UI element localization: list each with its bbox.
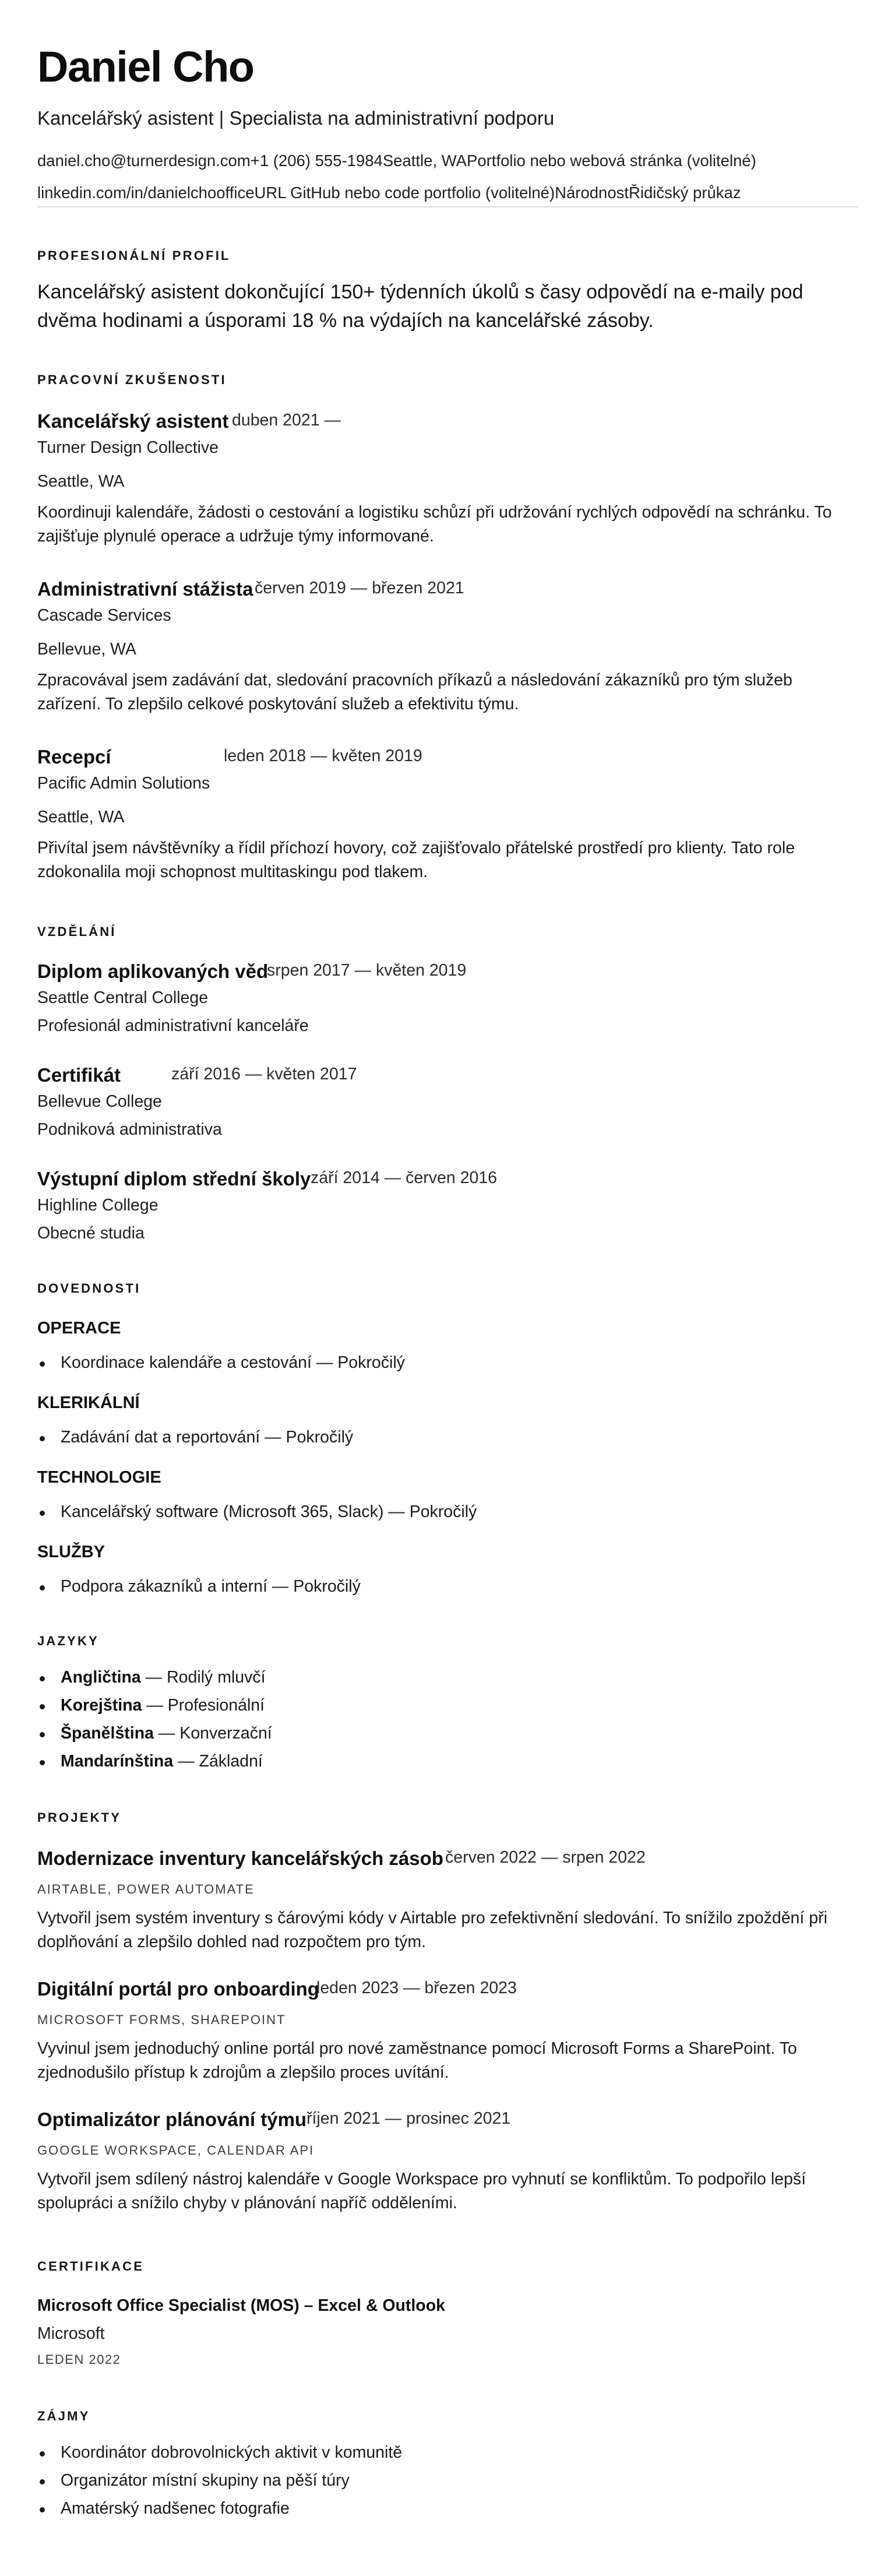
- project-tech: MICROSOFT FORMS, SHAREPOINT: [37, 2012, 286, 2027]
- project-description: Vytvořil jsem systém inventury s čárovými kódy v Airtable pro zefektivnění sledování. To snížilo zpoždění při doplňování a zlepšilo dohled nad rozpočtem pro tým.: [37, 1909, 827, 1951]
- language-name: Angličtina: [61, 1668, 141, 1687]
- language-item: [61, 1695, 265, 1715]
- experience-location: Bellevue, WA: [37, 640, 137, 659]
- skill-group-title: TECHNOLOGIE: [37, 1468, 161, 1487]
- project-name: Digitální portál pro onboarding: [37, 1978, 319, 2000]
- section-title-experience: PRACOVNÍ ZKUŠENOSTI: [37, 372, 227, 387]
- contact-email[interactable]: daniel.cho@turnerdesign.com: [37, 152, 251, 170]
- experience-location: Seattle, WA: [37, 808, 125, 826]
- contact-phone[interactable]: +1 (206) 555-1984: [250, 152, 383, 170]
- language-level: — Konverzační: [153, 1724, 272, 1743]
- experience-company: Turner Design Collective: [37, 438, 219, 457]
- language-item: [61, 1751, 263, 1771]
- education-field: Podniková administrativa: [37, 1120, 222, 1139]
- education-dates: srpen 2017 — květen 2019: [267, 961, 467, 980]
- experience-description: Zpracovával jsem zadávání dat, sledování pracovních příkazů a následování zákazníků pro tým služeb zařízení. To zlepšilo celkové poskytování služeb a efektivitu týmu.: [37, 671, 792, 713]
- project-dates: červen 2022 — srpen 2022: [445, 1848, 646, 1867]
- contact-driving-license: Řidičský průkaz: [629, 184, 741, 202]
- skill-group-title: KLERIKÁLNÍ: [37, 1393, 140, 1412]
- education-school: Bellevue College: [37, 1092, 162, 1111]
- interest-item: Koordinátor dobrovolnických aktivit v komunitě: [61, 2443, 403, 2462]
- language-name: Španělština: [61, 1724, 154, 1743]
- section-title-certifications: CERTIFIKACE: [37, 2259, 145, 2274]
- language-item: [61, 1667, 266, 1687]
- project-dates: říjen 2021 — prosinec 2021: [306, 2109, 511, 2128]
- education-dates: září 2016 — květen 2017: [171, 1065, 357, 1083]
- contact-row-1: [37, 151, 858, 170]
- education-degree: Výstupní diplom střední školy: [37, 1168, 311, 1190]
- section-title-projects: PROJEKTY: [37, 1810, 122, 1825]
- skill-group-title: OPERACE: [37, 1319, 121, 1338]
- experience-location: Seattle, WA: [37, 472, 125, 491]
- contact-linkedin[interactable]: linkedin.com/in/danielchoofficeURL GitHub nebo code portfolio (volitelné): [37, 184, 555, 202]
- skill-item: Zadávání dat a reportování — Pokročilý: [61, 1428, 354, 1447]
- experience-description: Koordinuji kalendáře, žádosti o cestování a logistiku schůzí při udržování rychlých odpovědí na schránku. To zajišťuje plynulé operace a udržuje týmy informované.: [37, 503, 832, 546]
- contact-location: Seattle, WA: [382, 152, 467, 170]
- interest-item: Organizátor místní skupiny na pěší túry: [61, 2471, 350, 2490]
- experience-company: Pacific Admin Solutions: [37, 774, 210, 793]
- project-dates: leden 2023 — březen 2023: [316, 1979, 517, 1997]
- contact-row-2: [37, 183, 858, 202]
- education-school: Highline College: [37, 1196, 158, 1215]
- project-tech: AIRTABLE, POWER AUTOMATE: [37, 1882, 255, 1896]
- section-title-skills: DOVEDNOSTI: [37, 1281, 141, 1296]
- skill-item: Kancelářský software (Microsoft 365, Slack) — Pokročilý: [61, 1502, 477, 1521]
- candidate-name: Daniel Cho: [37, 43, 254, 91]
- language-item: [61, 1723, 272, 1743]
- experience-description: Přivítal jsem návštěvníky a řídil příchozí hovory, což zajišťovalo přátelské prostředí pro klienty. Tato role zdokonalila moji schopnost multitaskingu pod tlakem.: [37, 839, 795, 881]
- project-name: Optimalizátor plánování týmu: [37, 2109, 307, 2130]
- language-level: — Základní: [173, 1752, 263, 1771]
- header-divider: [37, 206, 858, 207]
- section-title-education: VZDĚLÁNÍ: [37, 924, 117, 939]
- interest-item: Amatérský nadšenec fotografie: [61, 2499, 290, 2518]
- candidate-headline: Kancelářský asistent | Specialista na administrativní podporu: [37, 107, 555, 129]
- education-school: Seattle Central College: [37, 988, 209, 1007]
- contact-portfolio[interactable]: Portfolio nebo webová stránka (volitelné): [467, 152, 756, 170]
- education-dates: září 2014 — červen 2016: [311, 1169, 498, 1187]
- certification-date: LEDEN 2022: [37, 2352, 121, 2367]
- language-level: — Rodilý mluvčí: [140, 1668, 266, 1687]
- skill-item: Koordinace kalendáře a cestování — Pokročilý: [61, 1353, 405, 1372]
- section-title-interests: ZÁJMY: [37, 2409, 90, 2423]
- section-title-languages: JAZYKY: [37, 1634, 99, 1648]
- language-name: Korejština: [61, 1696, 142, 1715]
- experience-role: Administrativní stážista: [37, 578, 253, 600]
- experience-dates: červen 2019 — březen 2021: [255, 579, 464, 597]
- education-degree: Diplom aplikovaných věd: [37, 960, 269, 982]
- project-tech: GOOGLE WORKSPACE, CALENDAR API: [37, 2143, 315, 2158]
- contact-nationality: Národnost: [555, 184, 629, 202]
- section-title-profile: PROFESIONÁLNÍ PROFIL: [37, 248, 231, 263]
- experience-dates: duben 2021 —: [232, 411, 341, 430]
- education-degree: Certifikát: [37, 1064, 121, 1086]
- certification-issuer: Microsoft: [37, 2324, 105, 2343]
- experience-role: Recepcí: [37, 746, 111, 768]
- project-name: Modernizace inventury kancelářských zásob: [37, 1847, 443, 1869]
- project-description: Vyvinul jsem jednoduchý online portál pro nové zaměstnance pomocí Microsoft Forms a SharePoint. To zjednodušilo přístup k zdrojům a zlepšilo proces uvítání.: [37, 2039, 797, 2082]
- education-field: Profesionál administrativní kanceláře: [37, 1016, 309, 1035]
- experience-role: Kancelářský asistent: [37, 410, 229, 432]
- language-name: Mandarínština: [61, 1752, 174, 1771]
- skill-group-title: SLUŽBY: [37, 1543, 105, 1561]
- education-field: Obecné studia: [37, 1224, 145, 1243]
- project-description: Vytvořil jsem sdílený nástroj kalendáře v Google Workspace pro vyhnutí se konfliktům. To podpořilo lepší spolupráci a snížilo chyby v plánování napříč odděleními.: [37, 2170, 806, 2212]
- certification-name: Microsoft Office Specialist (MOS) – Excel & Outlook: [37, 2296, 445, 2315]
- experience-company: Cascade Services: [37, 606, 171, 625]
- language-level: — Profesionální: [142, 1696, 265, 1715]
- skill-item: Podpora zákazníků a interní — Pokročilý: [61, 1577, 361, 1596]
- experience-dates: leden 2018 — květen 2019: [224, 747, 422, 765]
- profile-summary: Kancelářský asistent dokončující 150+ týdenních úkolů s časy odpovědí na e-maily pod dvěma hodinami a úsporami 18 % na výdajích na kancelářské zásoby.: [37, 281, 804, 332]
